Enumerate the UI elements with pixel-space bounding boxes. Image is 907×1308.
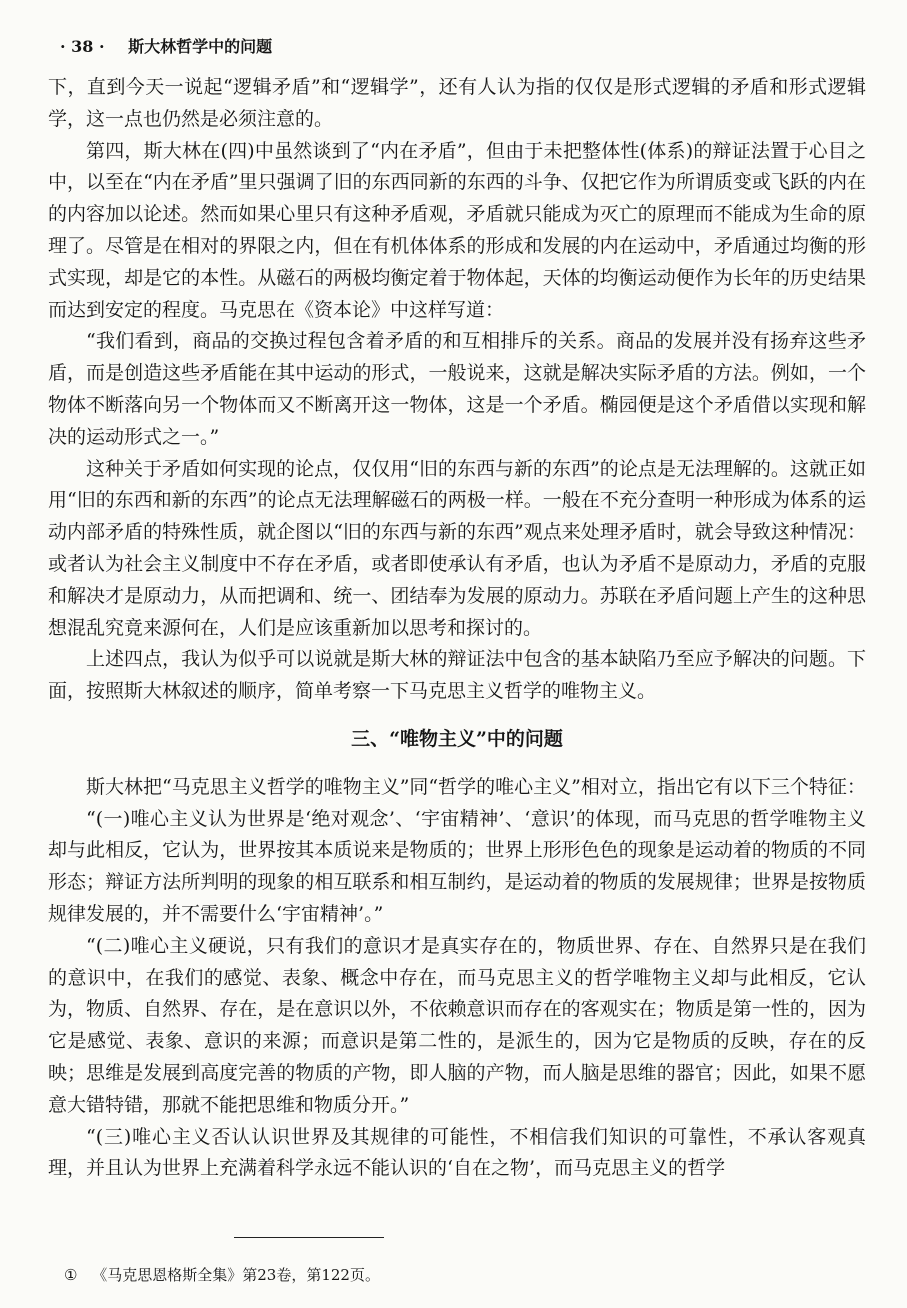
paragraph: 上述四点，我认为似乎可以说就是斯大林的辩证法中包含的基本缺陷乃至应予解决的问题。下面，按照斯大林叙述的顺序，简单考察一下马克思主义哲学的唯物主义。: [48, 648, 866, 703]
section-title: 三、“唯物主义”中的问题: [351, 727, 563, 750]
paragraph: 斯大林把“马克思主义哲学的唯物主义”同“哲学的唯心主义”相对立，指出它有以下三个特征：: [86, 775, 866, 798]
footnote-text: 《马克思恩格斯全集》第23卷，第122页。: [92, 1266, 380, 1284]
quotation-paragraph: “(二)唯心主义硬说，只有我们的意识才是真实存在的，物质世界、存在、自然界只是在我们的意识中，在我们的感觉、表象、概念中存在，而马克思主义的哲学唯物主义却与此相反，它认为，物质、自然界、存在，是在意识以外，不依赖意识而存在的客观实在；物质是第一性的，因为它是感觉、表象、意识的来源；而意识是第二性的，是派生的，因为它是物质的反映，存在的反映；思维是发展到高度完善的物质的产物，即人脑的产物，而人脑是思维的器官；因此，如果不愿意大错特错，那就不能把思维和物质分开。”: [48, 934, 866, 1116]
running-header: [60, 34, 272, 57]
paragraph: 第四，斯大林在(四)中虽然谈到了“内在矛盾”，但由于未把整体性(体系)的辩证法置于心目之中，以至在“内在矛盾”里只强调了旧的东西同新的东西的斗争、仅把它作为所谓质变或飞跃的内在的内容加以论述。然而如果心里只有这种矛盾观，矛盾就只能成为灭亡的原理而不能成为生命的原理了。尽管是在相对的界限之内，但在有机体体系的形成和发展的内在运动中，矛盾通过均衡的形式实现，却是它的本性。从磁石的两极均衡定着于物体起，天体的均衡运动便作为长年的历史结果而达到安定的程度。马克思在《资本论》中这样写道：: [48, 139, 866, 321]
paragraph: 下，直到今天一说起“逻辑矛盾”和“逻辑学”，还有人认为指的仅仅是形式逻辑的矛盾和形式逻辑学，这一点也仍然是必须注意的。: [48, 76, 866, 130]
quotation-paragraph: “我们看到，商品的交换过程包含着矛盾的和互相排斥的关系。商品的发展并没有扬弃这些矛盾，而是创造这些矛盾能在其中运动的形式，一般说来，这就是解决实际矛盾的方法。例如，一个物体不断落向另一个物体而又不断离开这一物体，这是一个矛盾。椭园便是这个矛盾借以实现和解决的运动形式之一。”: [48, 330, 866, 448]
footnote: [64, 1264, 380, 1285]
footnote-marker: ①: [64, 1266, 78, 1284]
page-number: · 38 ·: [60, 37, 105, 56]
quotation-paragraph: “(三)唯心主义否认认识世界及其规律的可能性，不相信我们知识的可靠性，不承认客观真理，并且认为世界上充满着科学永远不能认识的‘自在之物’，而马克思主义的哲学: [48, 1125, 866, 1180]
running-title: 斯大林哲学中的问题: [128, 37, 273, 56]
footnote-divider: [234, 1237, 384, 1238]
paragraph: 这种关于矛盾如何实现的论点，仅仅用“旧的东西与新的东西”的论点是无法理解的。这就正如用“旧的东西和新的东西”的论点无法理解磁石的两极一样。一般在不充分查明一种形成为体系的运动内部矛盾的特殊性质，就企图以“旧的东西与新的东西”观点来处理矛盾时，就会导致这种情况：或者认为社会主义制度中不存在矛盾，或者即使承认有矛盾，也认为矛盾不是原动力，矛盾的克服和解决才是原动力，从而把调和、统一、团结奉为发展的原动力。苏联在矛盾问题上产生的这种思想混乱究竟来源何在，人们是应该重新加以思考和探讨的。: [48, 457, 866, 639]
main-text: [48, 72, 866, 1185]
quotation-paragraph: “(一)唯心主义认为世界是‘绝对观念’、‘宇宙精神’、‘意识’的体现，而马克思的哲学唯物主义却与此相反，它认为，世界按其本质说来是物质的；世界上形形色色的现象是运动着的物质的不同形态；辩证方法所判明的现象的相互联系和相互制约，是运动着的物质的发展规律；世界是按物质规律发展的，并不需要什么‘宇宙精神’。”: [48, 807, 866, 925]
